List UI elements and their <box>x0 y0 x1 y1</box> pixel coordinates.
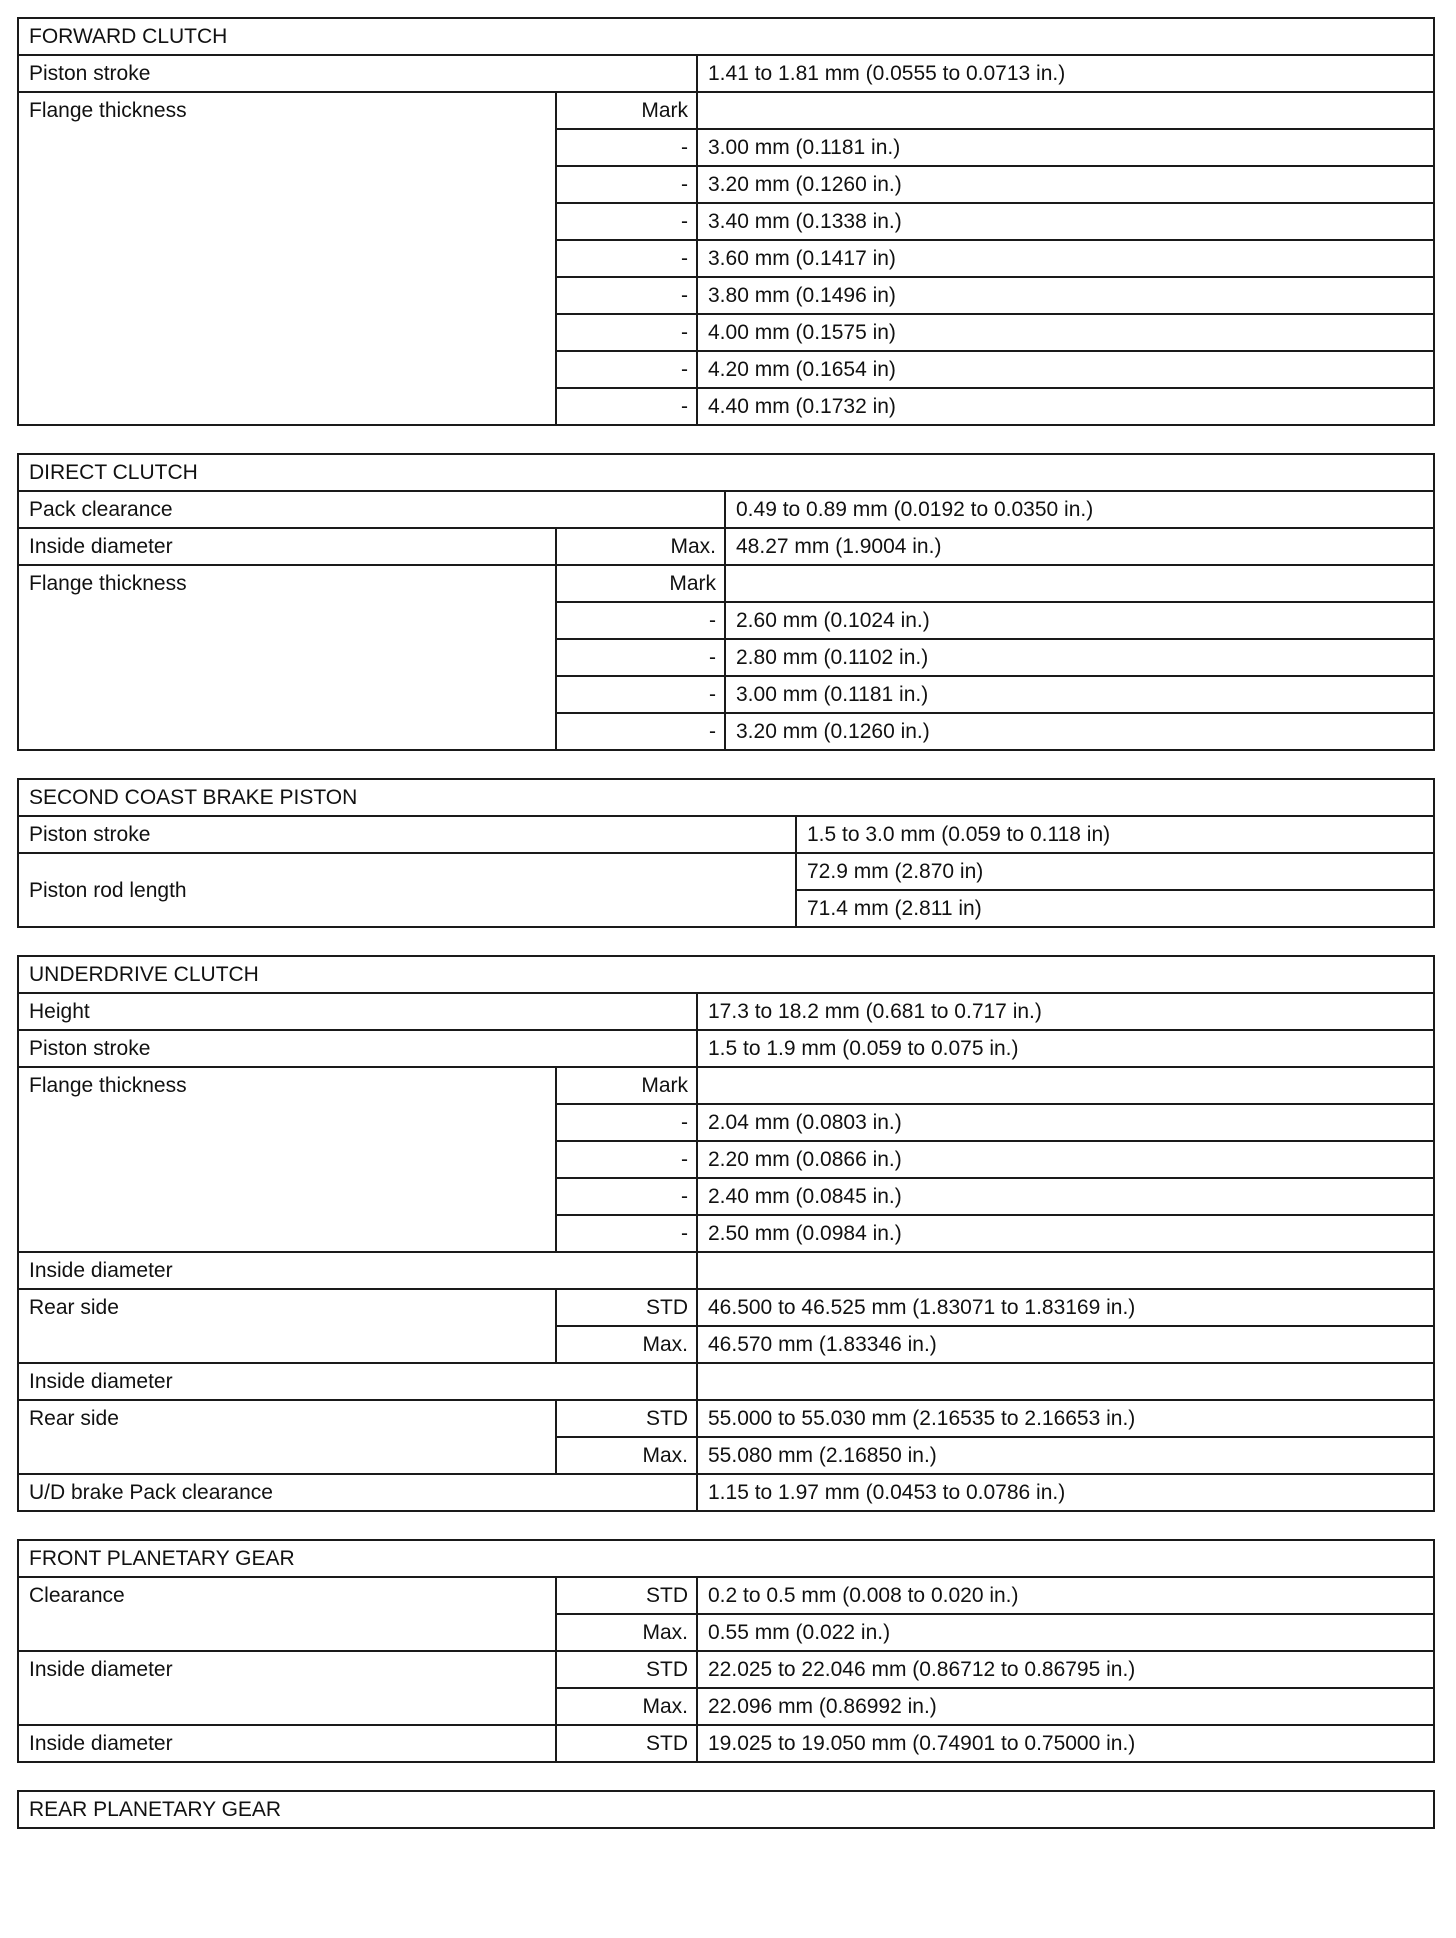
row-label: Inside diameter <box>18 1725 556 1762</box>
underdrive-clutch-table <box>17 955 1435 1512</box>
row-label: Inside diameter <box>18 1363 697 1400</box>
row-value: 3.20 mm (0.1260 in.) <box>725 713 1434 750</box>
mark-cell: - <box>556 240 697 277</box>
qualifier: Max. <box>556 1688 697 1725</box>
section-title: UNDERDRIVE CLUTCH <box>18 956 1434 993</box>
table-row <box>18 1651 1434 1688</box>
row-label: Inside diameter <box>18 1252 697 1289</box>
mark-header: Mark <box>556 565 725 602</box>
row-value: 3.20 mm (0.1260 in.) <box>697 166 1434 203</box>
row-label: Height <box>18 993 697 1030</box>
row-label: Piston stroke <box>18 816 796 853</box>
row-value: 17.3 to 18.2 mm (0.681 to 0.717 in.) <box>697 993 1434 1030</box>
qualifier: STD <box>556 1651 697 1688</box>
row-label: Rear side <box>18 1400 556 1474</box>
qualifier: STD <box>556 1289 697 1326</box>
row-value: 1.15 to 1.97 mm (0.0453 to 0.0786 in.) <box>697 1474 1434 1511</box>
table-row <box>18 491 1434 528</box>
table-row <box>18 993 1434 1030</box>
table-row <box>18 454 1434 491</box>
row-label: Flange thickness <box>18 92 556 425</box>
table-row <box>18 565 1434 602</box>
qualifier: STD <box>556 1400 697 1437</box>
mark-cell: - <box>556 388 697 425</box>
row-label: Clearance <box>18 1577 556 1651</box>
table-row <box>18 92 1434 129</box>
row-value: 55.080 mm (2.16850 in.) <box>697 1437 1434 1474</box>
section-title: SECOND COAST BRAKE PISTON <box>18 779 1434 816</box>
mark-cell: - <box>556 277 697 314</box>
mark-cell: - <box>556 351 697 388</box>
mark-cell: - <box>556 1178 697 1215</box>
row-value: 2.80 mm (0.1102 in.) <box>725 639 1434 676</box>
table-row <box>18 1474 1434 1511</box>
row-value: 22.025 to 22.046 mm (0.86712 to 0.86795 in.) <box>697 1651 1434 1688</box>
row-value <box>697 1363 1434 1400</box>
row-value: 71.4 mm (2.811 in) <box>796 890 1434 927</box>
row-value: 3.60 mm (0.1417 in) <box>697 240 1434 277</box>
row-value: 3.00 mm (0.1181 in.) <box>725 676 1434 713</box>
row-value: 22.096 mm (0.86992 in.) <box>697 1688 1434 1725</box>
row-value: 2.04 mm (0.0803 in.) <box>697 1104 1434 1141</box>
table-row <box>18 1252 1434 1289</box>
row-value: 0.2 to 0.5 mm (0.008 to 0.020 in.) <box>697 1577 1434 1614</box>
row-label: Piston stroke <box>18 1030 697 1067</box>
mark-header: Mark <box>556 1067 697 1104</box>
row-value: 72.9 mm (2.870 in) <box>796 853 1434 890</box>
mark-cell: - <box>556 602 725 639</box>
mark-header: Mark <box>556 92 697 129</box>
qualifier: STD <box>556 1577 697 1614</box>
row-value: 1.41 to 1.81 mm (0.0555 to 0.0713 in.) <box>697 55 1434 92</box>
row-value <box>697 92 1434 129</box>
section-title: FRONT PLANETARY GEAR <box>18 1540 1434 1577</box>
row-value: 0.49 to 0.89 mm (0.0192 to 0.0350 in.) <box>725 491 1434 528</box>
row-value: 46.570 mm (1.83346 in.) <box>697 1326 1434 1363</box>
qualifier: STD <box>556 1725 697 1762</box>
qualifier: Max. <box>556 1326 697 1363</box>
mark-cell: - <box>556 203 697 240</box>
row-value: 2.60 mm (0.1024 in.) <box>725 602 1434 639</box>
row-label: Pack clearance <box>18 491 725 528</box>
mark-cell: - <box>556 166 697 203</box>
row-label: Flange thickness <box>18 1067 556 1252</box>
row-value: 48.27 mm (1.9004 in.) <box>725 528 1434 565</box>
row-value: 55.000 to 55.030 mm (2.16535 to 2.16653 in.) <box>697 1400 1434 1437</box>
row-label: Piston stroke <box>18 55 697 92</box>
section-title: REAR PLANETARY GEAR <box>18 1791 1434 1828</box>
row-label: Inside diameter <box>18 528 556 565</box>
row-value <box>697 1252 1434 1289</box>
section-title: FORWARD CLUTCH <box>18 18 1434 55</box>
row-value: 3.00 mm (0.1181 in.) <box>697 129 1434 166</box>
row-value <box>697 1067 1434 1104</box>
table-row <box>18 1791 1434 1828</box>
row-value: 2.50 mm (0.0984 in.) <box>697 1215 1434 1252</box>
row-value: 3.80 mm (0.1496 in) <box>697 277 1434 314</box>
front-planetary-gear-table <box>17 1539 1435 1763</box>
table-row <box>18 18 1434 55</box>
mark-cell: - <box>556 1215 697 1252</box>
table-row <box>18 1540 1434 1577</box>
mark-cell: - <box>556 1141 697 1178</box>
row-label: Piston rod length <box>18 853 796 927</box>
spec-page <box>17 17 1435 1829</box>
forward-clutch-table <box>17 17 1435 426</box>
section-gap <box>17 1763 1435 1790</box>
row-value: 1.5 to 3.0 mm (0.059 to 0.118 in) <box>796 816 1434 853</box>
row-label: Flange thickness <box>18 565 556 750</box>
section-gap <box>17 426 1435 453</box>
table-row <box>18 55 1434 92</box>
table-row <box>18 779 1434 816</box>
mark-cell: - <box>556 314 697 351</box>
direct-clutch-table <box>17 453 1435 751</box>
table-row <box>18 1725 1434 1762</box>
row-label: Inside diameter <box>18 1651 556 1725</box>
second-coast-brake-table <box>17 778 1435 928</box>
row-label: Rear side <box>18 1289 556 1363</box>
table-row <box>18 528 1434 565</box>
table-row <box>18 1289 1434 1326</box>
row-value: 0.55 mm (0.022 in.) <box>697 1614 1434 1651</box>
row-value: 4.40 mm (0.1732 in) <box>697 388 1434 425</box>
row-value <box>725 565 1434 602</box>
mark-cell: - <box>556 1104 697 1141</box>
row-value: 4.00 mm (0.1575 in) <box>697 314 1434 351</box>
section-gap <box>17 751 1435 778</box>
qualifier: Max. <box>556 528 725 565</box>
table-row <box>18 816 1434 853</box>
rear-planetary-gear-table <box>17 1790 1435 1829</box>
row-value: 19.025 to 19.050 mm (0.74901 to 0.75000 in.) <box>697 1725 1434 1762</box>
table-row <box>18 1363 1434 1400</box>
qualifier: Max. <box>556 1437 697 1474</box>
table-row <box>18 956 1434 993</box>
row-value: 3.40 mm (0.1338 in.) <box>697 203 1434 240</box>
row-value: 46.500 to 46.525 mm (1.83071 to 1.83169 in.) <box>697 1289 1434 1326</box>
table-row <box>18 1030 1434 1067</box>
mark-cell: - <box>556 129 697 166</box>
mark-cell: - <box>556 713 725 750</box>
row-value: 2.20 mm (0.0866 in.) <box>697 1141 1434 1178</box>
table-row <box>18 1067 1434 1104</box>
row-label: U/D brake Pack clearance <box>18 1474 697 1511</box>
section-gap <box>17 1512 1435 1539</box>
table-row <box>18 853 1434 890</box>
section-title: DIRECT CLUTCH <box>18 454 1434 491</box>
table-row <box>18 1400 1434 1437</box>
mark-cell: - <box>556 676 725 713</box>
table-row <box>18 1577 1434 1614</box>
row-value: 4.20 mm (0.1654 in) <box>697 351 1434 388</box>
row-value: 1.5 to 1.9 mm (0.059 to 0.075 in.) <box>697 1030 1434 1067</box>
row-value: 2.40 mm (0.0845 in.) <box>697 1178 1434 1215</box>
section-gap <box>17 928 1435 955</box>
qualifier: Max. <box>556 1614 697 1651</box>
mark-cell: - <box>556 639 725 676</box>
